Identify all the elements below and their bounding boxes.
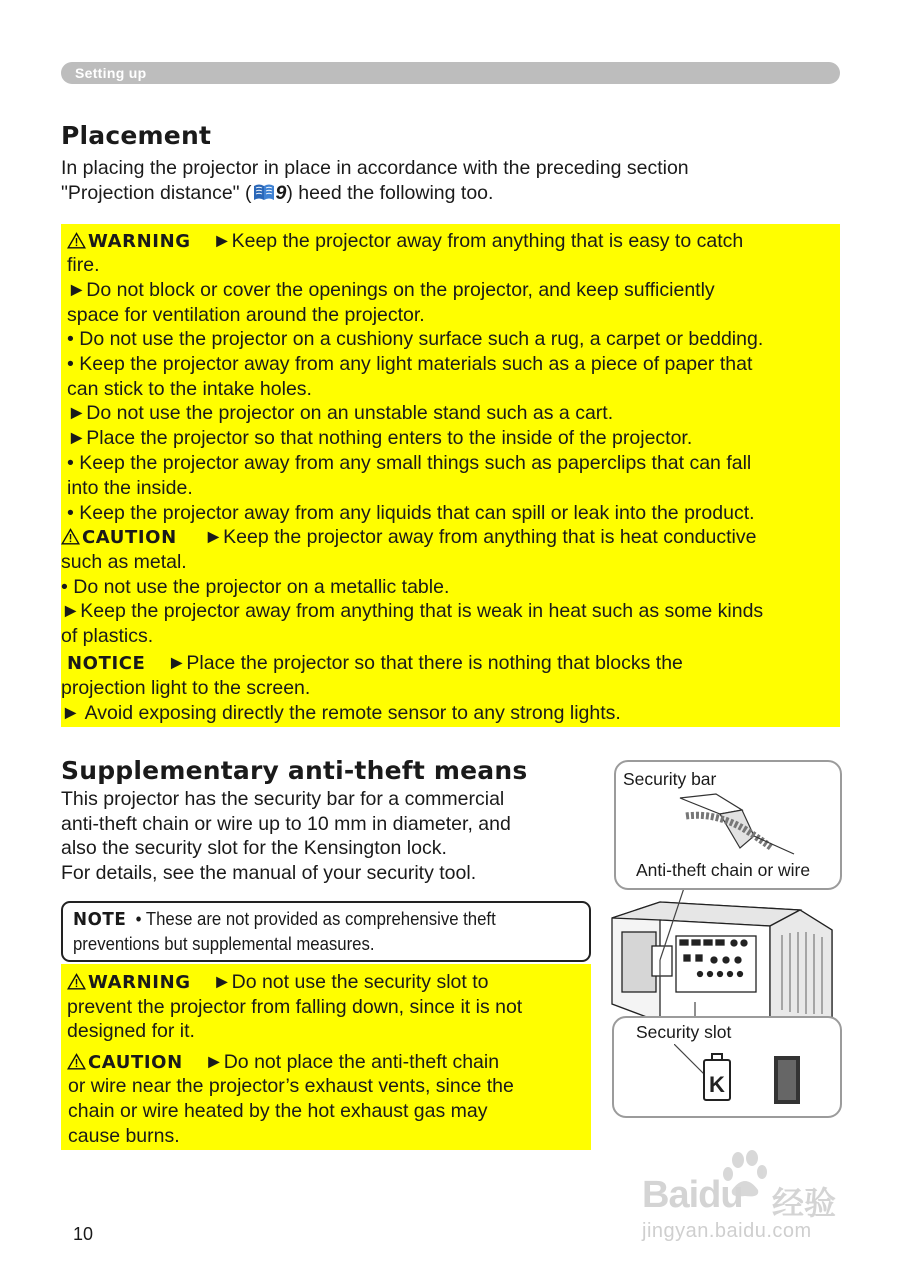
placement-text: of plastics. (61, 625, 154, 647)
placement-heading: Placement (61, 121, 212, 150)
placement-text: ►Keep the projector away from anything that is weak in heat such as some kinds (61, 600, 764, 622)
caution-label: CAUTION (88, 1052, 183, 1073)
placement-text: • Keep the projector away from any liquids that can spill or leak into the product. (67, 502, 755, 524)
placement-text: such as metal. (61, 551, 187, 573)
placement-text: ►Do not use the projector on an unstable stand such as a cart. (67, 402, 614, 424)
note-label: NOTE (73, 909, 127, 930)
placement-text: fire. (67, 254, 100, 276)
warning-triangle-icon (67, 973, 86, 990)
security-bar-drawing (676, 788, 796, 860)
caution-label: CAUTION (82, 527, 177, 548)
warning-triangle-icon (67, 232, 86, 249)
notice-line-1 (67, 651, 846, 677)
notice-label: NOTICE (67, 653, 146, 674)
placement-warning-box (61, 224, 840, 727)
placement-text: ►Keep the projector away from anything that is easy to catch (212, 230, 744, 252)
antitheft-body-line: For details, see the manual of your security tool. (61, 862, 477, 885)
caution-line-1 (61, 525, 840, 551)
security-bar-label: Security bar (623, 769, 717, 789)
baidu-watermark (640, 1150, 860, 1250)
watermark-brand: Baidu (642, 1174, 743, 1216)
placement-intro-line1: In placing the projector in place in accordance with the preceding section (61, 157, 689, 179)
antitheft-warning-line-1 (67, 970, 597, 996)
antitheft-warning-text: designed for it. (67, 1020, 195, 1042)
note-box (61, 901, 591, 962)
antitheft-body-line: This projector has the security bar for a commercial (61, 788, 505, 810)
caution-triangle-icon (67, 1053, 86, 1070)
caution-triangle-icon (61, 528, 80, 545)
placement-text: • Keep the projector away from any light materials such as a piece of paper that (67, 353, 753, 375)
placement-text: ► Avoid exposing directly the remote sensor to any strong lights. (61, 702, 621, 724)
warning-label: WARNING (88, 231, 191, 252)
kensington-lock-icon (674, 1044, 834, 1110)
note-text: preventions but supplemental measures. (73, 934, 375, 954)
placement-intro-line2b: ) heed the following too. (286, 181, 494, 204)
security-slot-callout (612, 1016, 842, 1118)
section-header-bar (61, 62, 840, 84)
placement-text: ►Keep the projector away from anything that is heat conductive (203, 526, 757, 548)
note-text: • These are not provided as comprehensive theft (135, 909, 496, 929)
placement-text: into the inside. (67, 477, 193, 499)
antitheft-warning-text: ►Do not use the security slot to (212, 971, 489, 993)
watermark-url: jingyan.baidu.com (642, 1220, 812, 1242)
warning-label: WARNING (88, 972, 191, 993)
book-icon (252, 183, 276, 202)
kensington-letter: K (709, 1072, 725, 1097)
antitheft-caution-text: ►Do not place the anti-theft chain (204, 1051, 500, 1073)
section-header-label: Setting up (75, 65, 147, 81)
placement-text: • Keep the projector away from any small things such as paperclips that can fall (67, 452, 752, 474)
security-slot-label: Security slot (636, 1022, 732, 1042)
projector-body (612, 902, 832, 1022)
placement-text: ►Place the projector so that there is nothing that blocks the (167, 652, 683, 674)
antitheft-caution-text: chain or wire heated by the hot exhaust gas may (68, 1100, 488, 1122)
placement-text: • Do not use the projector on a cushiony surface such a rug, a carpet or bedding. (67, 328, 764, 350)
page-number: 10 (73, 1224, 94, 1244)
placement-intro (61, 156, 689, 205)
antitheft-warning-box (61, 964, 591, 1150)
antitheft-caution-text: or wire near the projector’s exhaust vents, since the (68, 1075, 514, 1097)
chain-label: Anti-theft chain or wire (636, 860, 811, 880)
placement-text: projection light to the screen. (61, 677, 311, 699)
antitheft-caution-line-1 (67, 1050, 597, 1076)
antitheft-heading: Supplementary anti-theft means (61, 756, 528, 785)
antitheft-body (61, 787, 511, 886)
page-reference: 9 (275, 181, 287, 204)
note-line-1 (73, 907, 496, 932)
antitheft-body-line: also the security slot for the Kensington lock. (61, 837, 447, 860)
security-bar-callout (614, 760, 842, 890)
antitheft-caution-text: cause burns. (68, 1125, 180, 1147)
watermark-chinese: 经验 (772, 1185, 837, 1221)
warning-line-1 (67, 229, 846, 255)
placement-text: ►Place the projector so that nothing enters to the inside of the projector. (67, 427, 693, 449)
placement-intro-line2a: "Projection distance" ( (61, 181, 252, 204)
placement-text: space for ventilation around the projector. (67, 304, 425, 326)
antitheft-body-line: anti-theft chain or wire up to 10 mm in diameter, and (61, 812, 511, 835)
placement-text: can stick to the intake holes. (67, 378, 312, 400)
antitheft-warning-text: prevent the projector from falling down, since it is not (67, 996, 523, 1018)
placement-text: ►Do not block or cover the openings on the projector, and keep sufficiently (67, 279, 715, 301)
placement-text: • Do not use the projector on a metallic table. (61, 576, 450, 598)
